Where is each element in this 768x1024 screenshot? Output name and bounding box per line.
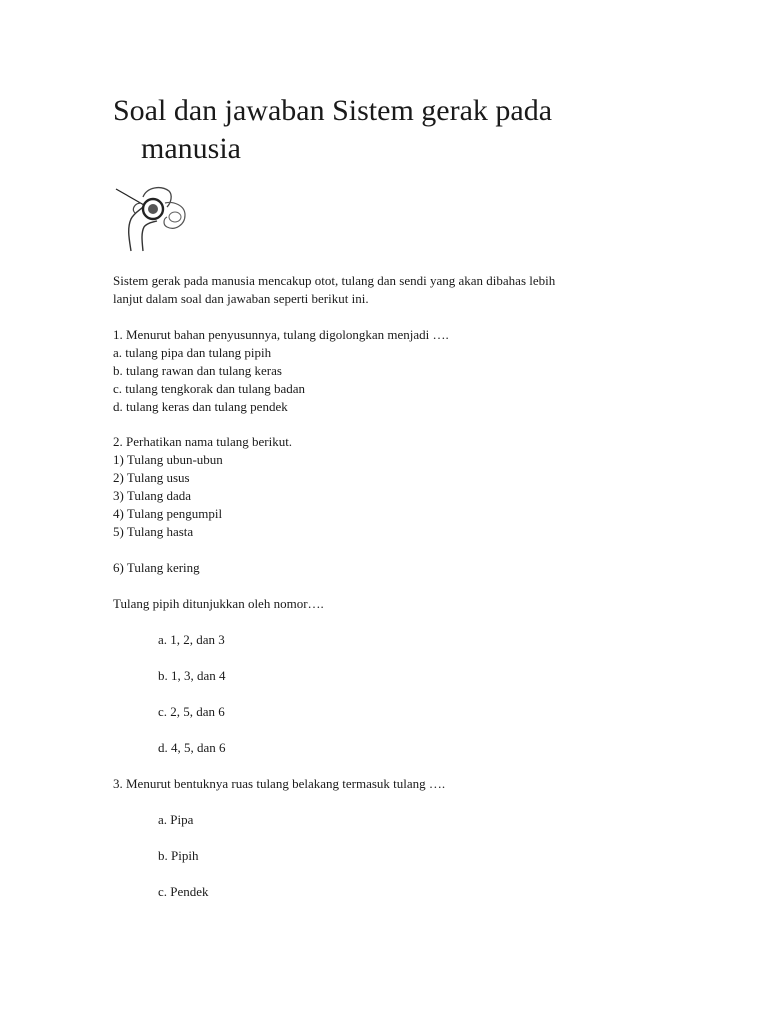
intro-line-1: Sistem gerak pada manusia mencakup otot, tulang dan sendi yang akan dibahas lebih	[113, 273, 556, 288]
q1-option-c: c. tulang tengkorak dan tulang badan	[113, 381, 306, 396]
q2-option-d: d. 4, 5, dan 6	[158, 740, 226, 755]
q2-item-5: 5) Tulang hasta	[113, 524, 194, 539]
q2-prompt: Tulang pipih ditunjukkan oleh nomor….	[113, 596, 324, 611]
hip-joint-bone-illustration	[113, 183, 193, 253]
q1-option-d: d. tulang keras dan tulang pendek	[113, 399, 288, 414]
title-line-2: manusia	[141, 132, 241, 165]
question-1: 1. Menurut bahan penyusunnya, tulang digolongkan menjadi ….	[113, 327, 449, 342]
q3-option-c: c. Pendek	[158, 884, 209, 899]
q2-item-4: 4) Tulang pengumpil	[113, 506, 223, 521]
q3-option-a: a. Pipa	[158, 812, 194, 827]
title-line-1: Soal dan jawaban Sistem gerak pada	[113, 94, 553, 127]
intro-line-2: lanjut dalam soal dan jawaban seperti berikut ini.	[113, 291, 369, 306]
question-2: 2. Perhatikan nama tulang berikut.	[113, 434, 293, 449]
q2-item-2: 2) Tulang usus	[113, 470, 190, 485]
question-3: 3. Menurut bentuknya ruas tulang belakang termasuk tulang ….	[113, 776, 446, 791]
q2-option-b: b. 1, 3, dan 4	[158, 668, 226, 683]
q2-option-a: a. 1, 2, dan 3	[158, 632, 225, 647]
q2-item-6: 6) Tulang kering	[113, 560, 200, 575]
q3-option-b: b. Pipih	[158, 848, 199, 863]
q1-option-a: a. tulang pipa dan tulang pipih	[113, 345, 272, 360]
document-title	[113, 92, 633, 168]
q1-option-b: b. tulang rawan dan tulang keras	[113, 363, 282, 378]
q2-item-3: 3) Tulang dada	[113, 488, 191, 503]
q2-option-c: c. 2, 5, dan 6	[158, 704, 225, 719]
q2-item-1: 1) Tulang ubun-ubun	[113, 452, 223, 467]
